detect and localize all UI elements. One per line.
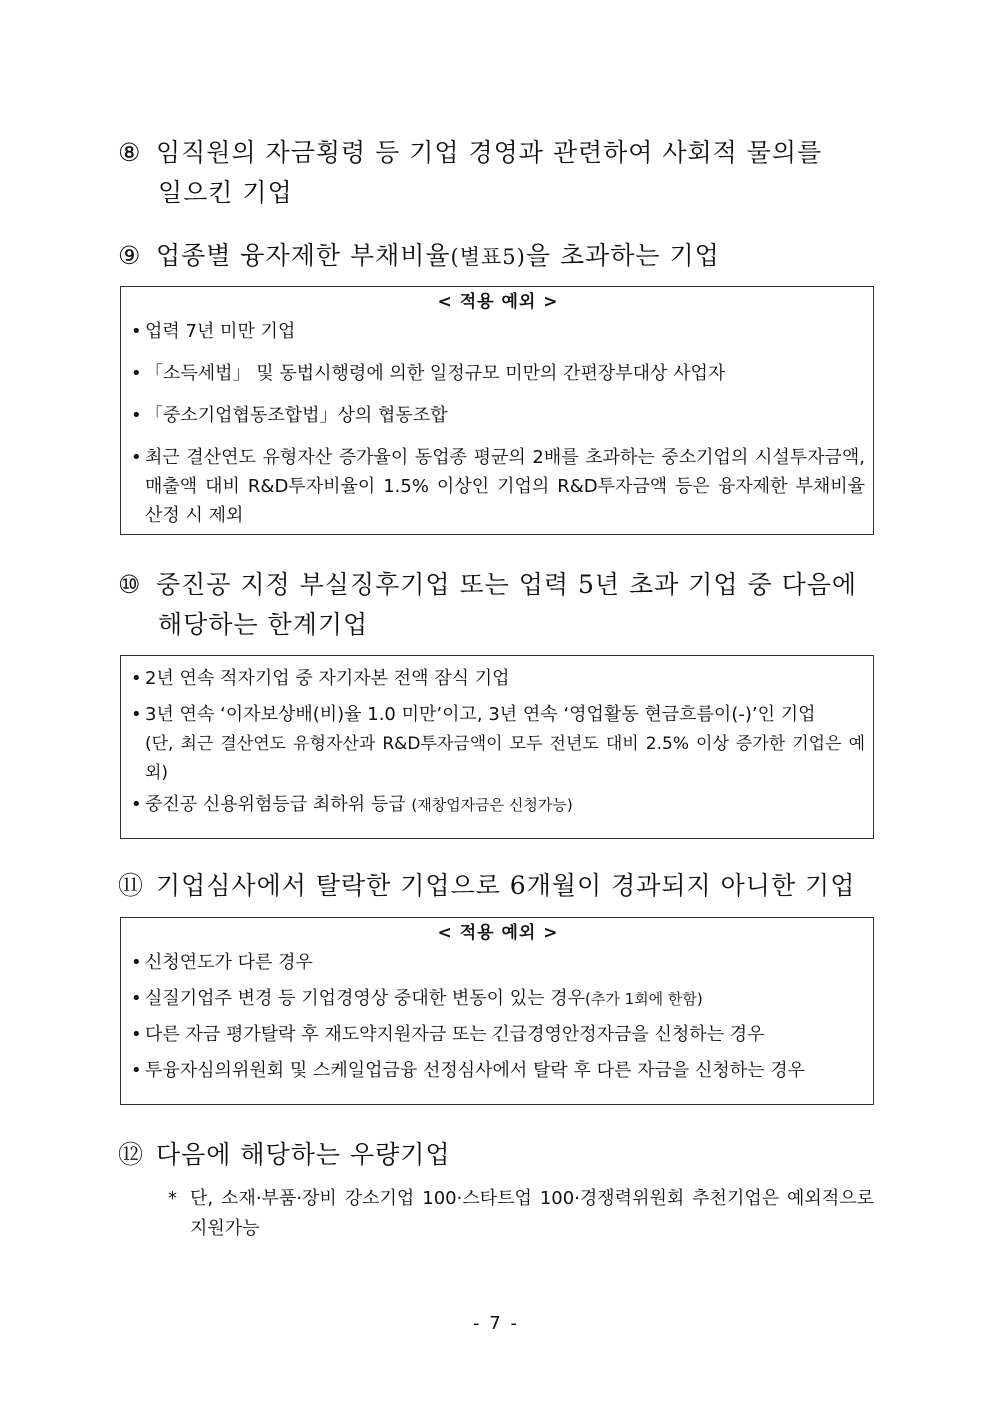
bullet-icon: • xyxy=(131,952,142,973)
list-item: • 신청연도가 다른 경우 xyxy=(131,948,865,978)
section-9-number: ⑨ xyxy=(118,241,142,270)
section-10-criteria-box xyxy=(120,655,874,839)
section-12-line1: 다음에 해당하는 우량기업 xyxy=(156,1140,451,1169)
section-8-heading xyxy=(118,133,878,213)
list-item: • 2년 연속 적자기업 중 자기자본 전액 잠식 기업 xyxy=(131,664,865,694)
section-9-box-title: < 적용 예외 > xyxy=(437,292,559,312)
section-12-note xyxy=(168,1184,874,1244)
list-item-note: (추가 1회에 한함) xyxy=(584,990,703,1008)
bullet-icon: • xyxy=(131,704,142,725)
section-11-exception-box xyxy=(120,917,874,1105)
bullet-icon: • xyxy=(131,405,142,426)
list-item: • 최근 결산연도 유형자산 증가율이 동업종 평균의 2배를 초과하는 중소기업의 시설투자금액, 매출액 대비 R&D투자비율이 1.5% 이상인 기업의 R&D투자금액 등은 융자제한 부채비율 산정 시 제외 xyxy=(131,443,865,530)
section-10-number: ⑩ xyxy=(118,570,142,599)
page-number: - 7 - xyxy=(473,1313,519,1334)
bullet-icon: • xyxy=(131,447,142,468)
section-10-heading xyxy=(118,565,878,645)
list-item: • 업력 7년 미만 기업 xyxy=(131,317,865,347)
section-9-exception-box xyxy=(120,286,874,535)
section-9-text-a: 업종별 융자제한 부채비율 xyxy=(156,241,451,270)
bullet-icon: • xyxy=(131,321,142,342)
bullet-icon: • xyxy=(131,1024,142,1045)
bullet-icon: • xyxy=(131,363,142,384)
section-10-line2: 해당하는 한계기업 xyxy=(158,610,369,639)
list-item-subnote: (단, 최근 결산연도 유형자산과 R&D투자금액이 모두 전년도 대비 2.5% 이상 증가한 기업은 예외) xyxy=(145,734,865,783)
list-item: • 「소득세법」 및 동법시행령에 의한 일정규모 미만의 간편장부대상 사업자 xyxy=(131,359,865,389)
list-item: • 「중소기업협동조합법」상의 협동조합 xyxy=(131,401,865,431)
section-9-text-small: (별표5) xyxy=(450,245,526,269)
section-9-text-b: 을 초과하는 기업 xyxy=(525,241,720,270)
section-12-note-text: 단, 소재·부품·장비 강소기업 100·스타트업 100·경쟁력위원회 추천기업은 예외적으로 지원가능 xyxy=(190,1188,874,1239)
section-8-line1: 임직원의 자금횡령 등 기업 경영과 관련하여 사회적 물의를 xyxy=(156,138,823,167)
list-item: • 다른 자금 평가탈락 후 재도약지원자금 또는 긴급경영안정자금을 신청하는 경우 xyxy=(131,1020,865,1050)
section-11-line1: 기업심사에서 탈락한 기업으로 6개월이 경과되지 아니한 기업 xyxy=(156,871,856,900)
section-12-heading xyxy=(118,1135,878,1175)
list-item: • 중진공 신용위험등급 최하위 등급 (재창업자금은 신청가능) xyxy=(131,790,865,820)
bullet-icon: • xyxy=(131,1060,142,1081)
asterisk-icon: * xyxy=(168,1188,177,1209)
list-item: • 3년 연속 ‘이자보상배(비)율 1.0 미만’이고, 3년 연속 ‘영업활동 현금흐름이(-)’인 기업 (단, 최근 결산연도 유형자산과 R&D투자금액이 모두 전년도 대비 2.5% 이상 증가한 기업은 예외) xyxy=(131,700,865,788)
section-11-heading xyxy=(118,866,878,906)
section-9-heading xyxy=(118,236,878,277)
section-8-number: ⑧ xyxy=(118,138,142,167)
section-8-line2: 일으킨 기업 xyxy=(158,178,293,207)
list-item-note: (재창업자금은 신청가능) xyxy=(411,796,573,814)
bullet-icon: • xyxy=(131,988,142,1009)
section-11-number: ⑪ xyxy=(118,871,145,900)
section-12-number: ⑫ xyxy=(118,1140,145,1169)
section-10-line1: 중진공 지정 부실징후기업 또는 업력 5년 초과 기업 중 다음에 xyxy=(156,570,858,599)
bullet-icon: • xyxy=(131,794,142,815)
list-item: • 투융자심의위원회 및 스케일업금융 선정심사에서 탈락 후 다른 자금을 신청하는 경우 xyxy=(131,1056,865,1086)
section-11-box-title: < 적용 예외 > xyxy=(437,923,559,943)
bullet-icon: • xyxy=(131,668,142,689)
list-item: • 실질기업주 변경 등 기업경영상 중대한 변동이 있는 경우(추가 1회에 한함) xyxy=(131,984,865,1014)
